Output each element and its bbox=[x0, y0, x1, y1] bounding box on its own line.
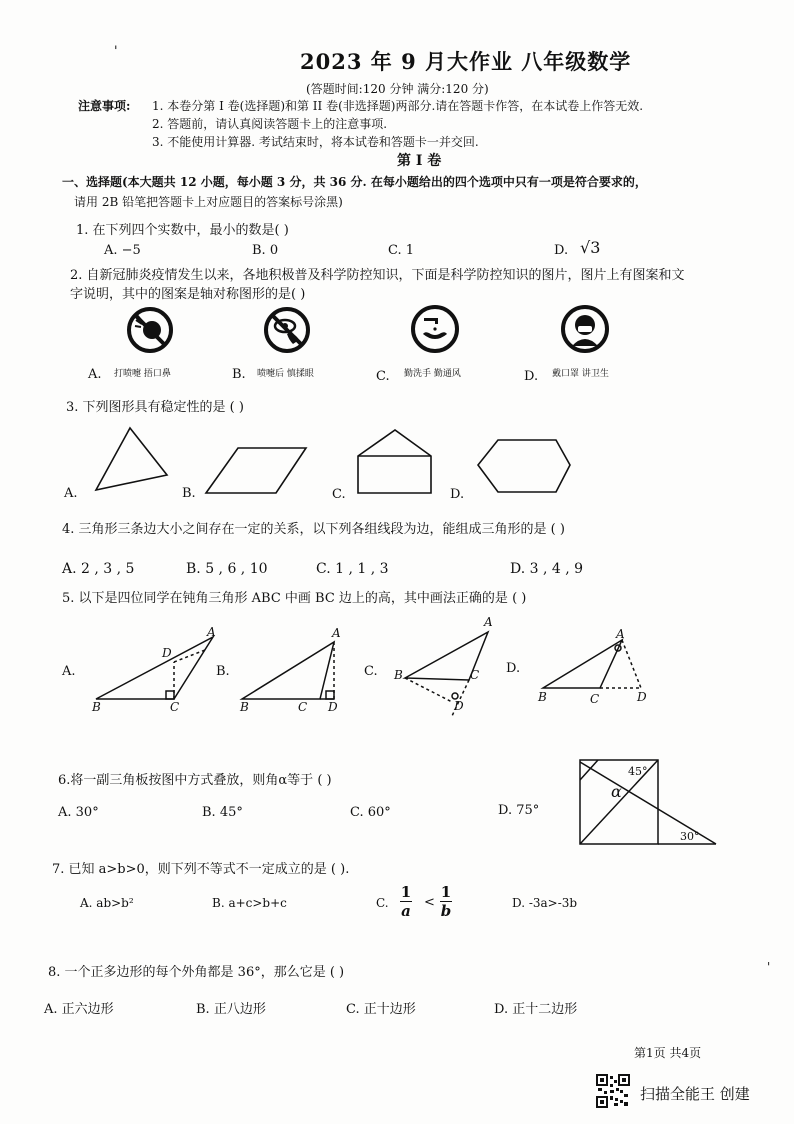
q5-figure-a bbox=[96, 637, 213, 699]
q1-option-d: D. bbox=[554, 243, 569, 258]
q5-option-b: B. bbox=[216, 664, 230, 679]
q5b-point-d: D bbox=[328, 700, 338, 714]
q1-stem: 1. 在下列四个实数中，最小的数是( ) bbox=[76, 223, 289, 238]
q7-option-d: D. -3a>-3b bbox=[512, 896, 578, 910]
exam-subtitle: (答题时间:120 分钟 满分:120 分) bbox=[306, 82, 489, 96]
q5a-point-b: B bbox=[92, 700, 101, 714]
q2-option-d: D. bbox=[524, 369, 539, 384]
q2-option-a: A. bbox=[88, 367, 102, 382]
q3-hexagon bbox=[478, 440, 570, 492]
q7-stem: 7. 已知 a>b>0，则下列不等式不一定成立的是 ( ). bbox=[52, 862, 350, 877]
q4-option-b: B. 5 , 6 , 10 bbox=[186, 561, 268, 577]
q7-frac-num-b: 1 bbox=[440, 883, 452, 901]
q8-option-b: B. 正八边形 bbox=[196, 1002, 266, 1017]
q3-house-pentagon bbox=[358, 430, 431, 493]
q5a-point-c: C bbox=[170, 700, 180, 714]
q1-sqrt3: √3 bbox=[580, 238, 601, 257]
q5-option-c: C. bbox=[364, 664, 378, 679]
q3-option-b: B. bbox=[182, 486, 196, 501]
q5d-point-a: A bbox=[616, 627, 625, 641]
section1-line1: 一、选择题(本大题共 12 小题，每小题 3 分，共 36 分. 在每小题给出的四个选项中只有一项是符合要求的， bbox=[62, 175, 647, 189]
q6-angle-45: 45° bbox=[628, 765, 648, 778]
stray-mark: ' bbox=[114, 44, 118, 59]
q5b-point-b: B bbox=[240, 700, 249, 714]
q2-caption-b: 喷嚏后 慎揉眼 bbox=[257, 369, 314, 379]
q5-figure-d bbox=[543, 640, 641, 688]
q4-stem: 4. 三角形三条边大小之间存在一定的关系，以下列各组线段为边，能组成三角形的是 ( ) bbox=[62, 522, 565, 537]
q7-frac-den-b: b bbox=[440, 902, 452, 920]
q4-option-a: A. 2 , 3 , 5 bbox=[62, 561, 135, 577]
page-number: 第1页 共4页 bbox=[634, 1046, 702, 1060]
q8-stem: 8. 一个正多边形的每个外角都是 36°，那么它是 ( ) bbox=[48, 965, 345, 980]
q3-option-a: A. bbox=[64, 486, 78, 501]
q7-frac-den-a: a bbox=[401, 902, 411, 920]
q2-stem-line1: 2. 自新冠肺炎疫情发生以来，各地积极普及科学防控知识，下面是科学防控知识的图片，图片上有图案和文 bbox=[70, 268, 685, 283]
notice-item-3: 3. 不能使用计算器. 考试结束时，将本试卷和答题卡一并交回. bbox=[152, 135, 479, 149]
notice-item-2: 2. 答题前，请认真阅读答题卡上的注意事项. bbox=[152, 117, 388, 131]
q1-option-a: A. −5 bbox=[104, 243, 141, 258]
q1-option-c: C. 1 bbox=[388, 243, 415, 258]
q5b-point-a: A bbox=[332, 626, 341, 640]
q8-option-c: C. 正十边形 bbox=[346, 1002, 416, 1017]
q5d-point-c: C bbox=[590, 692, 600, 706]
q7-frac-num-a: 1 bbox=[400, 883, 412, 901]
q2-caption-a: 打喷嚏 捂口鼻 bbox=[114, 369, 171, 379]
q7-fraction-1-over-b bbox=[440, 884, 452, 919]
part-title: 第 I 卷 bbox=[397, 153, 442, 169]
q8-option-a: A. 正六边形 bbox=[44, 1002, 114, 1017]
q2-stem-line2: 字说明，其中的图案是轴对称图形的是( ) bbox=[70, 287, 306, 302]
handwash-icon bbox=[410, 304, 460, 354]
q5c-point-c: C bbox=[470, 668, 480, 682]
notice-item-1: 1. 本卷分第 I 卷(选择题)和第 II 卷(非选择题)两部分.请在答题卡作答，在本试卷上作答无效. bbox=[152, 99, 644, 113]
q6-angle-30: 30° bbox=[680, 830, 700, 843]
q5-stem: 5. 以下是四位同学在钝角三角形 ABC 中画 BC 边上的高，其中画法正确的是 ( ) bbox=[62, 591, 527, 606]
q7-less-than: < bbox=[424, 895, 435, 910]
page-title: 2023 年 9 月大作业 八年级数学 bbox=[300, 49, 632, 74]
q6-alpha: α bbox=[611, 782, 622, 801]
q5a-point-d: D bbox=[162, 646, 172, 660]
q1-option-b: B. 0 bbox=[252, 243, 279, 258]
q8-option-d: D. 正十二边形 bbox=[494, 1002, 578, 1017]
q5-option-d: D. bbox=[506, 661, 521, 676]
q3-stem: 3. 下列图形具有稳定性的是 ( ) bbox=[66, 400, 244, 415]
stray-mark-right: ' bbox=[767, 960, 771, 974]
q2-option-c: C. bbox=[376, 369, 390, 384]
notice-label: 注意事项: bbox=[78, 99, 131, 113]
scanner-watermark: 扫描全能王 创建 bbox=[640, 1085, 750, 1103]
q7-option-b: B. a+c>b+c bbox=[212, 896, 287, 910]
q3-parallelogram bbox=[206, 448, 306, 493]
qr-code-icon bbox=[596, 1074, 630, 1108]
mask-icon bbox=[560, 304, 610, 354]
q5c-point-a: A bbox=[484, 615, 493, 629]
q7-option-c: C. bbox=[376, 896, 389, 910]
q3-triangle bbox=[96, 428, 167, 490]
q3-option-d: D. bbox=[450, 487, 465, 502]
q5-option-a: A. bbox=[62, 664, 76, 679]
q5a-point-a: A bbox=[207, 625, 216, 639]
q6-stem: 6.将一副三角板按图中方式叠放，则角α等于 ( ) bbox=[58, 773, 332, 788]
q5c-point-b: B bbox=[394, 668, 403, 682]
q7-option-a: A. ab>b² bbox=[80, 896, 134, 910]
q6-option-c: C. 60° bbox=[350, 805, 391, 820]
q7-fraction-1-over-a bbox=[400, 884, 412, 919]
q6-option-b: B. 45° bbox=[202, 805, 243, 820]
q3-option-c: C. bbox=[332, 487, 346, 502]
q5c-point-d: D bbox=[454, 699, 464, 713]
q5-figure-b bbox=[242, 642, 334, 699]
q5d-point-d: D bbox=[637, 690, 647, 704]
q5b-point-c: C bbox=[298, 700, 308, 714]
q2-caption-c: 勤洗手 勤通风 bbox=[404, 369, 461, 379]
q6-option-a: A. 30° bbox=[58, 805, 99, 820]
q2-caption-d: 戴口罩 讲卫生 bbox=[552, 369, 609, 379]
q4-option-c: C. 1 , 1 , 3 bbox=[316, 561, 389, 577]
sneeze-cover-icon bbox=[126, 306, 174, 354]
q6-option-d: D. 75° bbox=[498, 803, 540, 818]
q2-option-b: B. bbox=[232, 367, 246, 382]
q5d-point-b: B bbox=[538, 690, 547, 704]
section1-line2: 请用 2B 铅笔把答题卡上对应题目的答案标号涂黑) bbox=[74, 195, 343, 209]
q4-option-d: D. 3 , 4 , 9 bbox=[510, 561, 584, 577]
no-eye-rubbing-icon bbox=[263, 306, 311, 354]
